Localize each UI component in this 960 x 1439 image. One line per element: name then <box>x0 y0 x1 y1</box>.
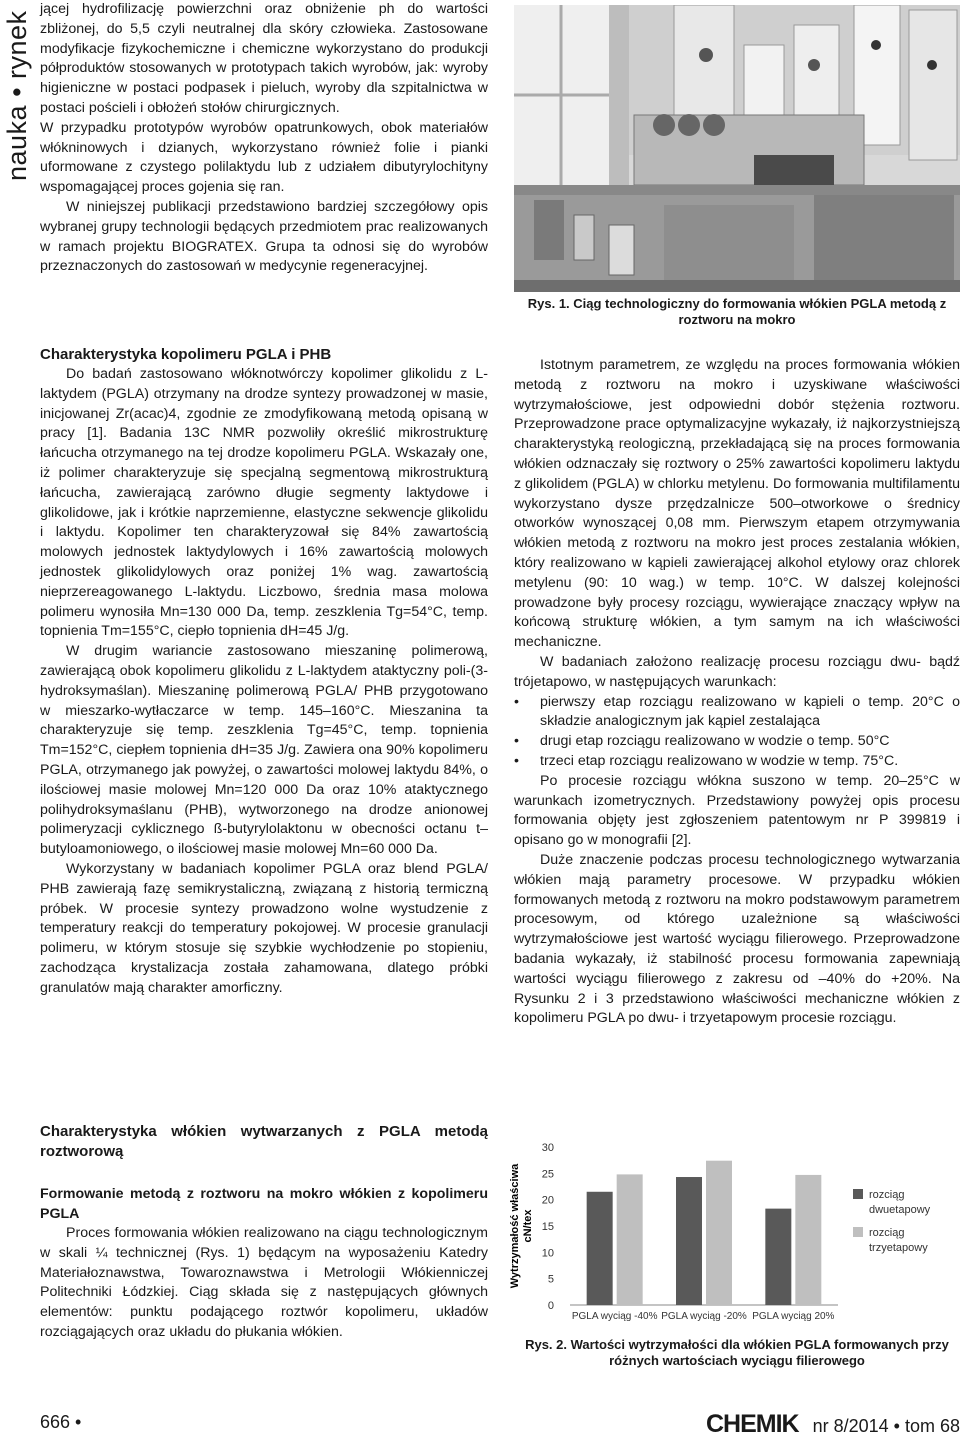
bar-dwuetapowy <box>587 1192 613 1305</box>
right-text-block <box>514 356 960 1029</box>
y-tick-label: 5 <box>547 1273 554 1286</box>
bar-dwuetapowy <box>765 1209 791 1305</box>
body-paragraph: Istotnym parametrem, ze względu na proces formowania włókien metodą z roztworu na mokro i uzyskiwane właściwości wytrzymałościowe, jest odpowiedni dobór stężenia roztworu. Przeprowadzone prace optymalizacyjne wykazały, iż najkorzystniejszą charakterystyką reologiczną, przekładającą się na proces formowania włókien odznaczały się roztwory o 25% zawartości kopolimeru laktydu z glikolidem (PGLA) w chlorku metylenu. Do formowania multifilamentu wykorzystano dysze przędzalnicze 500–otworkowe o średnicy otworków wynoszącej 0,08 mm. Pierwszym etapem otrzymywania włókien metodą z roztworu na mokro jest proces zestalania włókien, który realizowano w kąpieli zawierającej alkohol etylowy oraz chlorek metylenu (90: 10 wag.) w temp. 10°C. W dalszej kolejności prowadzone były procesy rozciągu, wywierające znaczący wpływ na końcową strukturę włókien, a tym samym na ich właściwości mechaniczne. <box>514 357 960 651</box>
legend-label: rozciąg <box>869 1189 905 1201</box>
section-pgla-phb <box>40 345 488 999</box>
body-paragraph: Po procesie rozciągu włókna suszono w temp. 20–25°C w warunkach izometrycznych. Przedstawiony powyżej opis procesu formowania objęty jest zgłoszeniem patentowym nr P 399819 i opisano go w monografii [2]. <box>514 772 960 849</box>
y-tick-label: 0 <box>547 1300 554 1312</box>
list-item: • pierwszy etap rozciągu realizowano w kąpieli o temp. 20°C o składzie analogicznym jak kąpiel zestalająca <box>540 693 960 733</box>
body-paragraph: Duże znaczenie podczas procesu technologicznego wytwarzania włókien mają parametry procesowe. W przypadku włókien formowanych metodą z roztworu na mokro podstawowym parametrem procesowym, od którego uzależnione są właściwości wytrzymałościowe jest wartość wyciągu filierowego. Przeprowadzone badania wykazały, iż stabilność procesu formowania zapewniają wartości wyciągu filierowego z zakresu od –40% do +20%. Na Rysunku 2 i 3 przedstawiono właściwości mechaniczne włókien z kopolimeru PGLA po dwu- i trzyetapowym procesie rozciągu. <box>514 851 960 1027</box>
production-line-illustration <box>514 5 960 292</box>
legend-label: dwuetapowy <box>869 1204 931 1216</box>
intro-block <box>40 0 488 277</box>
body-paragraph: W badaniach założono realizację procesu rozciągu dwu- bądź trójetapowo, w następujących warunkach: <box>514 653 960 690</box>
section-label: nauka • rynek <box>2 10 32 181</box>
body-paragraph: Proces formowania włókien realizowano na ciągu technologicznym w skali ¼ technicznej (Rys. 1) będącym na wyposażeniu Katedry Materiałoznawstwa, Towaroznawstwa i Metrologii Włókienniczej Politechniki Łódzkiej. Ciąg składa się z następujących głównych elementów: punktu podającego roztwór kopolimeru, układów rozciągających oraz układu do płukania włókien. <box>40 1225 488 1340</box>
bar-trzyetapowy <box>617 1174 643 1305</box>
intro-paragraph: W przypadku prototypów wyrobów opatrunkowych, obok materiałów włókninowych i dzianych, wykorzystano również folie i pianki uformowane z czystego polilaktydu lub z udziałem dibutyrylochityny wspomagającej proces gojenia się ran. <box>40 119 488 196</box>
legend-swatch <box>853 1227 863 1237</box>
journal-logo: CHEMIK <box>705 1410 799 1438</box>
body-paragraph: W drugim wariancie zastosowano mieszaninę polimerową, zawierającą obok kopolimeru glikolidu z L-laktydem ataktyczny poli-(3-hydroksymaślan). Mieszaninę polimerową PGLA/ PHB przygotowano w mieszarko-wytłaczarce w temp. 145–160°C. Mieszanina ta charakteryzuje się temp. zeszklenia Tg=45°C, temp. topnienia Tm=152°C, ciepłem topnienia dH=35 J/g. Zawiera ona 90% kopolimeru PGLA, otrzymanego jak powyżej, o zawartości molowej laktydu 84%, o ilościowej masie molowej Mn=120 000 Da oraz 10% ataktycznego polihydroksymaślanu (PHB), wytworzonego na drodze anionowej polimeryzacji cyklicznego ß-butyrylolaktonu w obecności octanu t–butyloamoniowego, o ilościowej masie molowej Mn=60 000 Da. <box>40 643 488 858</box>
x-tick-label: PGLA wyciąg 20% <box>752 1311 835 1322</box>
bar-trzyetapowy <box>795 1175 821 1305</box>
list-item: • trzeci etap rozciągu realizowano w wodzie w temp. 75°C. <box>540 752 960 772</box>
y-tick-label: 10 <box>541 1247 554 1260</box>
y-tick-label: 30 <box>541 1142 554 1154</box>
intro-paragraph: W niniejszej publikacji przedstawiono bardziej szczegółowy opis wybranej grupy technologii będących przedmiotem prac realizowanych w ramach projektu BIOGRATEX. Grupa ta odnosi się do wyrobów przeznaczonych do zastosowań w medycynie regeneracyjnej. <box>40 198 488 275</box>
strength-bar-chart <box>508 1135 960 1335</box>
x-tick-label: PGLA wyciąg -20% <box>661 1311 747 1322</box>
page-footer <box>40 1410 960 1436</box>
section-heading: Charakterystyka włókien wytwarzanych z PGLA metodą roztworową <box>40 1123 488 1160</box>
section-fibers <box>40 1122 488 1343</box>
issue-info: nr 8/2014 • tom 68 <box>812 1416 960 1436</box>
list-item: • drugi etap rozciągu realizowano w wodzie o temp. 50°C <box>540 732 960 752</box>
x-tick-label: PGLA wyciąg -40% <box>571 1311 658 1322</box>
body-paragraph: Wykorzystany w badaniach kopolimer PGLA oraz blend PGLA/ PHB zawierają fazę semikrystaliczną, związaną z historią termiczną próbek. W procesie syntezy prowadzono wolne wystudzenie z temperatury reakcji do temperatury pokojowej. W procesie granulacji polimeru, w którym stosuje się szybkie wychłodzenie po stopieniu, zachodząca krystalizacja została zahamowana, dlatego próbki granulatów mają charakter amorficzny. <box>40 860 488 996</box>
page-number: 666 • <box>40 1412 82 1432</box>
figure-1-photo <box>514 5 960 292</box>
footer-journal <box>706 1410 960 1439</box>
stretching-stages-list <box>514 693 960 772</box>
intro-paragraph: jącej hydrofilizację powierzchni oraz obniżenie ph do wartości zbliżonej, do 5,5 czyli neutralnej dla skóry człowieka. Zastosowane modyfikacje fizykochemiczne i chemiczne wykorzystano do produkcji półproduktów stosowanych w prototypach takich wyrobów, jak: wyroby higieniczne w postaci podpasek i pieluch, wyroby dla szpitalnictwa w postaci pościeli i obłożeń stołów chirurgicznych. <box>40 1 488 116</box>
y-tick-label: 25 <box>541 1168 554 1181</box>
section-heading: Charakterystyka kopolimeru PGLA i PHB <box>40 346 332 363</box>
y-tick-label: 15 <box>541 1221 554 1233</box>
figure-2-caption: Rys. 2. Wartości wytrzymałości dla włókien PGLA formowanych przy różnych wartościach wyciągu filierowego <box>525 1337 949 1368</box>
section-sidebar <box>0 0 34 1437</box>
bar-trzyetapowy <box>706 1161 732 1305</box>
bar-dwuetapowy <box>676 1177 702 1305</box>
subsection-heading: Formowanie metodą z roztworu na mokro włókien z kopolimeru PGLA <box>40 1186 488 1222</box>
legend-label: trzyetapowy <box>869 1242 928 1254</box>
legend-swatch <box>853 1189 863 1199</box>
body-paragraph: Do badań zastosowano włóknotwórczy kopolimer glikolidu z L-laktydem (PGLA) otrzymany na drodze syntezy prowadzonej w masie, inicjowanej Zr(acac)4, zgodnie ze zmodyfikowaną metodą opisaną w pracy [1]. Badania 13C NMR pozwoliły określić mikrostrukturę łańcucha otrzymanego na tej drodze kopolimeru PGLA. Wskazały one, iż polimer charakteryzuje się specjalną segmentową mikrostrukturą łańcucha, zawierającą zarówno długie segmenty laktydowe i glikolidowe, jak i krótkie naprzemienne, elastyczne sekwencje glikolidu i laktydu. Kopolimer ten charakteryzował się 84% zawartością molowych jednostek laktydylowych i 16% zawartością molowych jednostek glikolidylowych oraz poniżej 1% wag. zawartością nieprzereagowanego L-laktydu. Liczbowo, średnia masa molowa polimeru wynosiła Mn=130 000 Da, temp. zeszklenia Tg=54°C, temp. topnienia Tm=155°C, ciepło topnienia dH=45 J/g. <box>40 366 488 640</box>
figure-1-caption: Rys. 1. Ciąg technologiczny do formowania włókien PGLA metodą z roztworu na mokro <box>527 296 947 327</box>
legend-label: rozciąg <box>869 1227 905 1239</box>
figure-2-chart <box>508 1135 960 1335</box>
y-tick-label: 20 <box>541 1194 554 1207</box>
y-axis-label: Wytrzymałość właściwacN/tex <box>509 1163 534 1289</box>
